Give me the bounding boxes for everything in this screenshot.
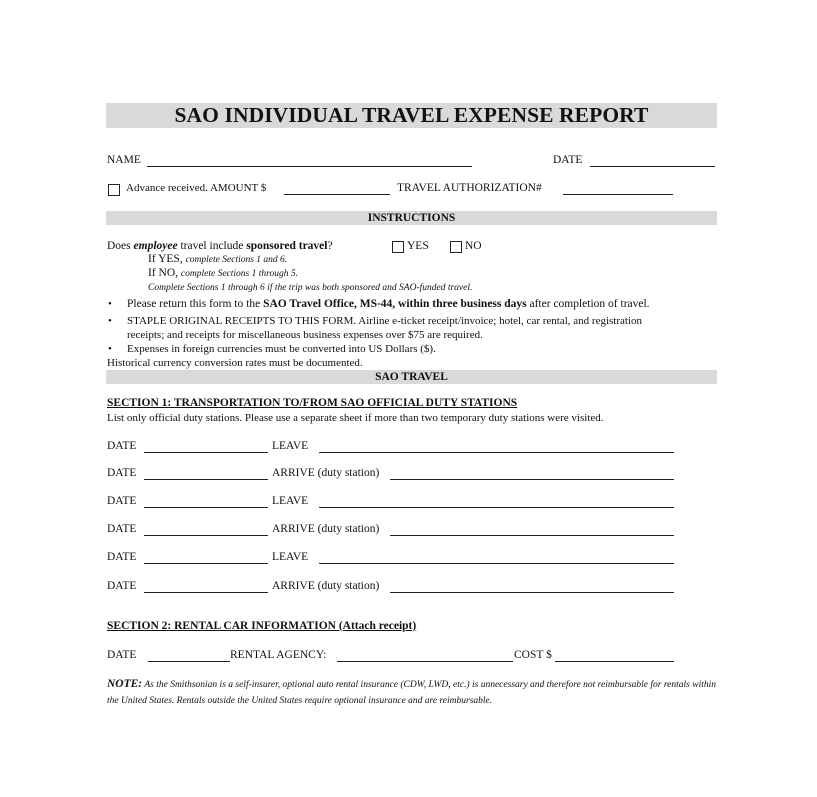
yes-checkbox[interactable] [392,241,404,253]
rental-date-field[interactable] [148,661,230,662]
row-5-type-label: LEAVE [272,551,309,563]
row-1-date-field[interactable] [144,452,268,453]
row-4-type-label: ARRIVE (duty station) [272,523,380,535]
row-5-date-label: DATE [107,551,137,563]
bullet-1-marker: • [108,298,112,310]
rental-insurance-note: NOTE: As the Smithsonian is a self-insurer, optional auto rental insurance (CDW, LWD, etc.) is unnecessary and therefore not reimbursable for rentals within the United States. Rentals outside the United States require optional insurance and are reimbursable. [107,678,716,706]
row-6-type-label: ARRIVE (duty station) [272,580,380,592]
historical-line: Historical currency conversion rates must be documented. [107,357,363,369]
rental-cost-field[interactable] [555,661,674,662]
yes-label: YES [407,240,429,252]
row-3-location-field[interactable] [319,507,674,508]
row-1-location-field[interactable] [319,452,674,453]
instructions-heading: INSTRUCTIONS [106,211,717,225]
date-label: DATE [553,154,583,166]
name-field[interactable] [147,166,472,167]
row-6-location-field[interactable] [390,592,674,593]
bullet-3-marker: • [108,343,112,355]
advance-amount-field[interactable] [284,194,390,195]
section-1-subtitle: List only official duty stations. Please use a separate sheet if more than two temporary duty stations were visited. [107,412,604,424]
bullet-3-text: Expenses in foreign currencies must be converted into US Dollars ($). [127,343,436,355]
bullet-2-marker: • [108,315,112,327]
advance-label: Advance received. AMOUNT $ [126,182,267,194]
if-no-line: If NO, complete Sections 1 through 5. [148,267,298,279]
row-4-date-field[interactable] [144,535,268,536]
row-1-type-label: LEAVE [272,440,309,452]
rental-cost-label: COST $ [514,649,552,661]
name-label: NAME [107,154,141,166]
bullet-2-line-2: receipts; and receipts for miscellaneous business expenses over $75 are required. [127,329,483,341]
no-label: NO [465,240,482,252]
travel-auth-field[interactable] [563,194,673,195]
row-2-type-label: ARRIVE (duty station) [272,467,380,479]
page-title: SAO INDIVIDUAL TRAVEL EXPENSE REPORT [106,103,717,128]
both-line: Complete Sections 1 through 6 if the trip was both sponsored and SAO-funded travel. [148,283,473,293]
travel-auth-label: TRAVEL AUTHORIZATION# [397,182,542,194]
row-2-date-label: DATE [107,467,137,479]
row-3-type-label: LEAVE [272,495,309,507]
advance-checkbox[interactable] [108,184,120,196]
row-4-location-field[interactable] [390,535,674,536]
row-6-date-label: DATE [107,580,137,592]
row-5-location-field[interactable] [319,563,674,564]
rental-date-label: DATE [107,649,137,661]
rental-agency-label: RENTAL AGENCY: [230,649,327,661]
row-2-location-field[interactable] [390,479,674,480]
sao-travel-heading: SAO TRAVEL [106,370,717,384]
no-checkbox[interactable] [450,241,462,253]
section-1-title: SECTION 1: TRANSPORTATION TO/FROM SAO OFFICIAL DUTY STATIONS [107,397,518,409]
row-2-date-field[interactable] [144,479,268,480]
bullet-1-text: Please return this form to the SAO Travel Office, MS-44, within three business days after completion of travel. [127,298,650,310]
date-field[interactable] [590,166,715,167]
row-6-date-field[interactable] [144,592,268,593]
if-yes-line: If YES, complete Sections 1 and 6. [148,253,288,265]
row-1-date-label: DATE [107,440,137,452]
section-2-title: SECTION 2: RENTAL CAR INFORMATION (Attach receipt) [107,620,417,632]
row-3-date-field[interactable] [144,507,268,508]
bullet-2-line-1: STAPLE ORIGINAL RECEIPTS TO THIS FORM. Airline e-ticket receipt/invoice; hotel, car rental, and registration [127,315,643,327]
sponsored-question: Does employee travel include sponsored travel? [107,240,333,252]
row-5-date-field[interactable] [144,563,268,564]
rental-agency-field[interactable] [337,661,513,662]
row-3-date-label: DATE [107,495,137,507]
row-4-date-label: DATE [107,523,137,535]
